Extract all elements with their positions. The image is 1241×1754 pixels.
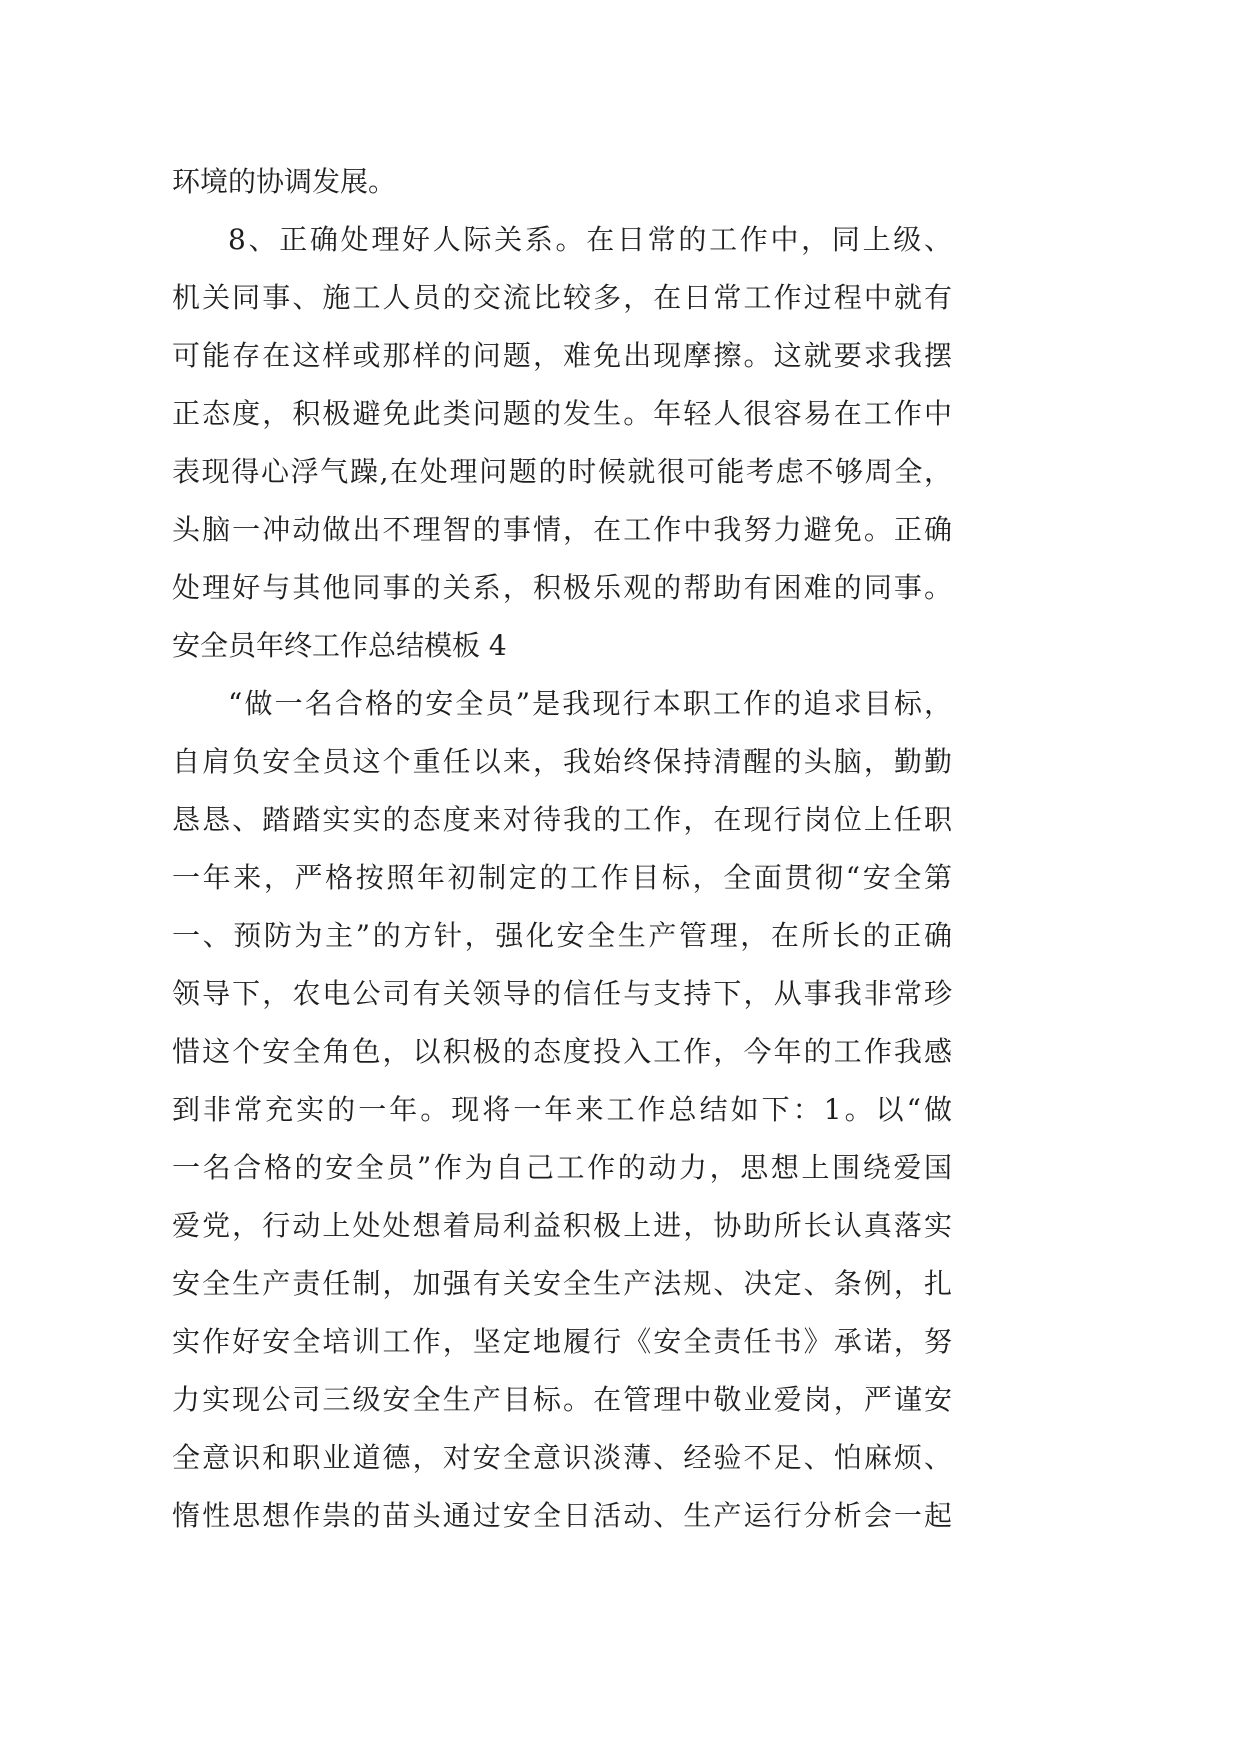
- paragraph-line: 8、正确处理好人际关系。在日常的工作中，同上级、: [228, 223, 952, 256]
- paragraph-line: 一年来，严格按照年初制定的工作目标，全面贯彻“安全第: [172, 861, 952, 894]
- paragraph-line: 全意识和职业道德，对安全意识淡薄、经验不足、怕麻烦、: [172, 1441, 952, 1474]
- section-title: 安全员年终工作总结模板 4: [172, 629, 507, 662]
- paragraph-line: 实作好安全培训工作，坚定地履行《安全责任书》承诺，努: [172, 1325, 952, 1358]
- paragraph-line: 惜这个安全角色，以积极的态度投入工作，今年的工作我感: [172, 1035, 952, 1068]
- paragraph-line: 环境的协调发展。: [172, 165, 397, 198]
- paragraph-line: 力实现公司三级安全生产目标。在管理中敬业爱岗，严谨安: [172, 1383, 952, 1416]
- paragraph-line: 领导下，农电公司有关领导的信任与支持下，从事我非常珍: [172, 977, 952, 1010]
- paragraph-line: 机关同事、施工人员的交流比较多，在日常工作过程中就有: [172, 281, 952, 314]
- document-body: [172, 153, 952, 1545]
- paragraph-line: 表现得心浮气躁,在处理问题的时候就很可能考虑不够周全，: [172, 455, 952, 488]
- paragraph-line: 爱党，行动上处处想着局利益积极上进，协助所长认真落实: [172, 1209, 952, 1242]
- paragraph-line: 安全生产责任制，加强有关安全生产法规、决定、条例，扎: [172, 1267, 952, 1300]
- paragraph-line: 一、预防为主”的方针，强化安全生产管理，在所长的正确: [172, 919, 952, 952]
- paragraph-line: 恳恳、踏踏实实的态度来对待我的工作，在现行岗位上任职: [172, 803, 952, 836]
- paragraph-line: “做一名合格的安全员”是我现行本职工作的追求目标，: [228, 687, 952, 720]
- section-paragraph: [172, 675, 952, 1545]
- paragraph-line: 可能存在这样或那样的问题，难免出现摩擦。这就要求我摆: [172, 339, 952, 372]
- paragraph-line: 头脑一冲动做出不理智的事情，在工作中我努力避免。正确: [172, 513, 952, 546]
- paragraph-line: 处理好与其他同事的关系，积极乐观的帮助有困难的同事。: [172, 571, 952, 604]
- paragraph-line: 惰性思想作祟的苗头通过安全日活动、生产运行分析会一起: [172, 1499, 952, 1532]
- paragraph-line: 到非常充实的一年。现将一年来工作总结如下：1。以“做: [172, 1093, 952, 1126]
- intro-paragraph-end: [172, 153, 952, 211]
- paragraph-line: 自肩负安全员这个重任以来，我始终保持清醒的头脑，勤勤: [172, 745, 952, 778]
- paragraph-line: 一名合格的安全员”作为自己工作的动力，思想上围绕爱国: [172, 1151, 952, 1184]
- item-8-paragraph: [172, 211, 952, 617]
- paragraph-line: 正态度，积极避免此类问题的发生。年轻人很容易在工作中: [172, 397, 952, 430]
